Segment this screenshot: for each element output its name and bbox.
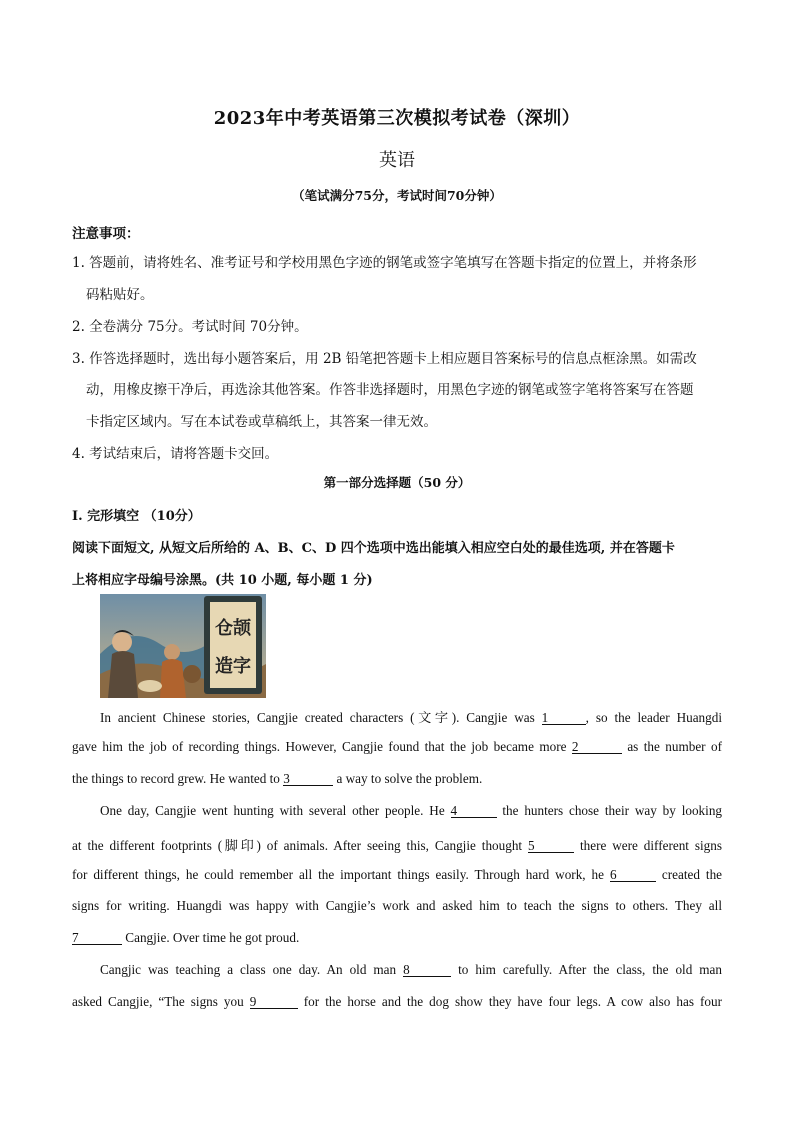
- passage-text: Cangjie. Over time he got proud.: [125, 930, 300, 945]
- passage-text: , so the leader Huangdi: [585, 710, 722, 725]
- blank-1[interactable]: 1: [542, 711, 586, 725]
- blank-8[interactable]: 8: [403, 963, 451, 977]
- notice-item-2: 2. 全卷满分 75分。考试时间 70分钟。: [72, 319, 308, 335]
- passage-text: the hunters chose their way by looking: [502, 803, 723, 818]
- passage-text: gave him the job of recording things. However, Cangjie found that the job became more: [72, 739, 567, 754]
- passage-text: there were different signs: [579, 838, 723, 853]
- passage-line: [72, 771, 722, 787]
- passage-line: [72, 739, 722, 755]
- illustration-caption-bottom: 造字: [215, 656, 251, 677]
- cangjie-illustration: [100, 594, 266, 698]
- notice-item-1-cont: 码粘贴好。: [86, 287, 154, 303]
- blank-7[interactable]: 7: [72, 931, 122, 945]
- passage-line: [100, 707, 722, 726]
- blank-4[interactable]: 4: [451, 804, 497, 818]
- passage-text: for different things, he could remember all the important things easily. Through hard work, he: [72, 867, 604, 882]
- illustration-svg: [100, 594, 266, 698]
- passage-text: for the horse and the dog show they have four legs. A cow also has four: [303, 994, 722, 1009]
- notice-item-3: 3. 作答选择题时，选出每小题答案后，用 2B 铅笔把答题卡上相应题目答案标号的信息点框涂黑。如需改: [72, 351, 697, 367]
- passage-text: to him carefully. After the class, the old man: [458, 962, 722, 977]
- passage-text: at the different footprints (脚印) of animals. After seeing this, Cangjie thought: [72, 838, 523, 853]
- blank-9[interactable]: 9: [250, 995, 298, 1009]
- passage-line: [100, 962, 722, 978]
- passage-text: a way to solve the problem.: [336, 771, 483, 786]
- passage-text: the things to record grew. He wanted to: [72, 771, 280, 786]
- passage-line: [72, 898, 722, 914]
- passage-text: as the number of: [627, 739, 722, 754]
- notice-item-3-cont-2: 卡指定区域内。写在本试卷或草稿纸上，其答案一律无效。: [86, 414, 437, 430]
- exam-title: 2023年中考英语第三次模拟考试卷（深圳）: [213, 108, 581, 129]
- blank-3[interactable]: 3: [283, 772, 333, 786]
- cloze-title: I. 完形填空 （10分）: [72, 509, 201, 524]
- passage-line: [72, 835, 722, 854]
- cloze-instruction-1: 阅读下面短文, 从短文后所给的 A、B、C、D 四个选项中选出能填入相应空白处的最佳选项, 并在答题卡: [72, 541, 675, 556]
- blank-6[interactable]: 6: [610, 868, 656, 882]
- passage-line: [72, 867, 722, 883]
- exam-score-time-note: （笔试满分75分，考试时间70分钟）: [292, 188, 502, 203]
- notice-item-1: 1. 答题前，请将姓名、准考证号和学校用黑色字迹的钢笔或签字笔填写在答题卡指定的位置上，并将条形: [72, 255, 697, 271]
- blank-2[interactable]: 2: [572, 740, 622, 754]
- passage-text: One day, Cangjie went hunting with several other people. He: [100, 803, 445, 818]
- notice-item-4: 4. 考试结束后，请将答题卡交回。: [72, 446, 279, 462]
- subject-label: 英语: [379, 150, 415, 171]
- blank-5[interactable]: 5: [528, 839, 574, 853]
- passage-text: created the: [661, 867, 723, 882]
- passage-line: [72, 930, 722, 946]
- passage-text: asked Cangjie, “The signs you: [72, 994, 244, 1009]
- part-one-title: 第一部分选择题（50 分）: [323, 475, 471, 490]
- illustration-caption-top: 仓颉: [215, 618, 251, 639]
- passage-line: [72, 994, 722, 1010]
- notice-heading: 注意事项：: [72, 226, 140, 242]
- passage-text: In ancient Chinese stories, Cangjie created characters (文字). Cangjie was: [100, 710, 535, 725]
- passage-text: signs for writing. Huangdi was happy with Cangjie’s work and asked him to teach the signs to others. They all: [72, 898, 722, 913]
- passage-text: Cangjic was teaching a class one day. An old man: [100, 962, 397, 977]
- cloze-instruction-2: 上将相应字母编号涂黑。(共 10 小题, 每小题 1 分): [72, 573, 373, 588]
- notice-item-3-cont-1: 动，用橡皮擦干净后，再选涂其他答案。作答非选择题时，用黑色字迹的钢笔或签字笔将答案写在答题: [86, 382, 694, 398]
- passage-line: [100, 803, 722, 819]
